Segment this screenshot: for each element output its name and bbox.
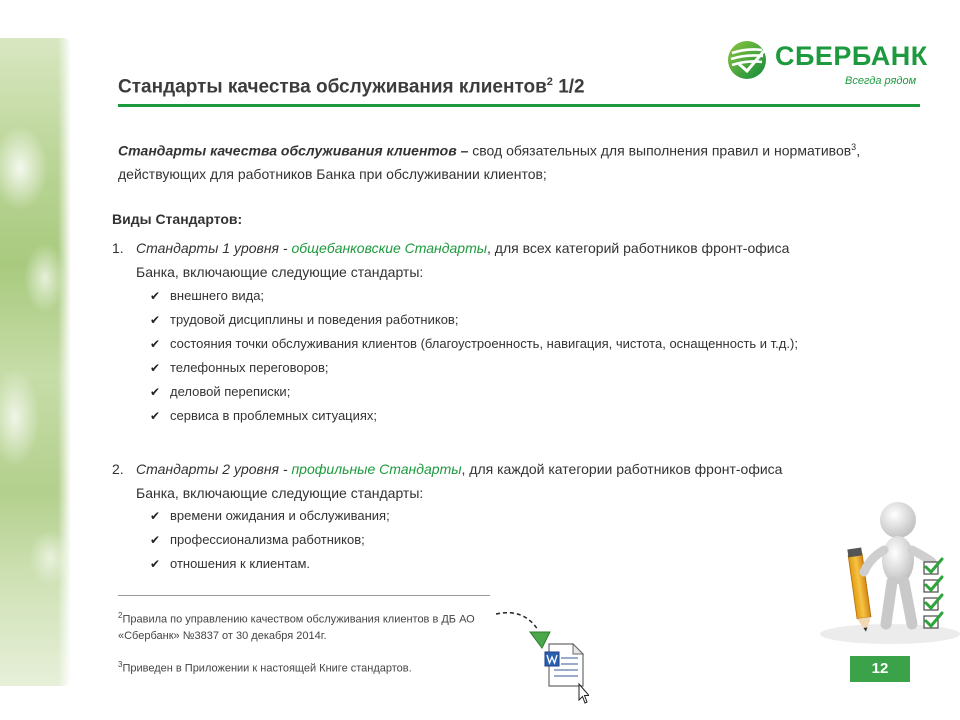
page-number-badge: 12 [850,656,910,682]
level-name: Стандарты 1 уровня - [136,240,288,256]
level-description-cont: Банка, включающие следующие стандарты: [136,264,424,280]
check-icon: ✔ [150,289,161,303]
page-title-part: 1/2 [558,76,585,98]
definition-footnote-mark: 3 [851,142,857,152]
list-item: ✔ сервиса в проблемных ситуациях; [150,404,798,428]
level-description: , для каждой категории работников фронт-офиса [461,461,783,477]
list-item: ✔ времени ожидания и обслуживания; [150,504,390,528]
definition-text-end: , действующих для работников Банка при обслуживании клиентов; [118,142,861,182]
level-number: 1. [112,240,124,256]
word-document-icon[interactable] [543,642,589,708]
page-title [118,76,585,98]
definition-term: Стандарты качества обслуживания клиентов – [118,142,469,159]
level-number: 2. [112,461,124,477]
list-item: ✔ деловой переписки; [150,380,798,404]
figure-with-pencil-illustration [812,492,960,652]
footnote-divider [118,595,490,596]
level-description: , для всех категорий работников фронт-офиса [487,240,790,256]
types-heading: Виды Стандартов: [112,211,243,227]
level-2-standards-list [150,504,390,576]
check-icon: ✔ [150,509,161,523]
level-1-standards-list [150,284,798,428]
level-kind: профильные Стандарты [291,461,462,477]
title-underline [118,104,920,107]
list-item: ✔ отношения к клиентам. [150,552,390,576]
sberbank-logo [727,38,927,92]
level-1-item [112,236,902,284]
footnote-mark: 3 [118,660,123,669]
check-icon: ✔ [150,361,161,375]
footnote-3 [118,657,412,677]
check-icon: ✔ [150,557,161,571]
footnote-text: Правила по управлению качеством обслуживания клиентов в ДБ АО «Сбербанк» №3837 от 30 декабря 2014г. [118,613,475,642]
list-item: ✔ внешнего вида; [150,284,798,308]
check-icon: ✔ [150,533,161,547]
list-item: ✔ телефонных переговоров; [150,356,798,380]
list-item: ✔ состояния точки обслуживания клиентов (благоустроенность, навигация, чистота, оснащенность и т.д.); [150,332,798,356]
footnote-text: Приведен в Приложении к настоящей Книге стандартов. [122,662,412,675]
footnote-mark: 2 [118,611,123,620]
page-title-footnote-mark: 2 [546,76,553,88]
check-icon: ✔ [150,337,161,351]
level-kind: общебанковские Стандарты [291,240,488,256]
footnote-2 [118,608,498,644]
definition-text: свод обязательных для выполнения правил и нормативов [468,142,852,159]
level-name: Стандарты 2 уровня - [136,461,288,477]
sberbank-logo-icon [727,40,767,80]
list-item: ✔ трудовой дисциплины и поведения работников; [150,308,798,332]
list-item: ✔ профессионализма работников; [150,528,390,552]
page-title-text: Стандарты качества обслуживания клиентов [118,76,547,98]
check-icon: ✔ [150,313,161,327]
level-description-cont: Банка, включающие следующие стандарты: [136,485,424,501]
brand-tagline: Всегда рядом [845,75,917,87]
decorative-foliage-strip [0,38,70,686]
level-2-item [112,457,902,505]
check-icon: ✔ [150,385,161,399]
brand-name: СБЕРБАНК [775,41,928,71]
check-icon: ✔ [150,409,161,423]
definition-paragraph [118,136,898,186]
